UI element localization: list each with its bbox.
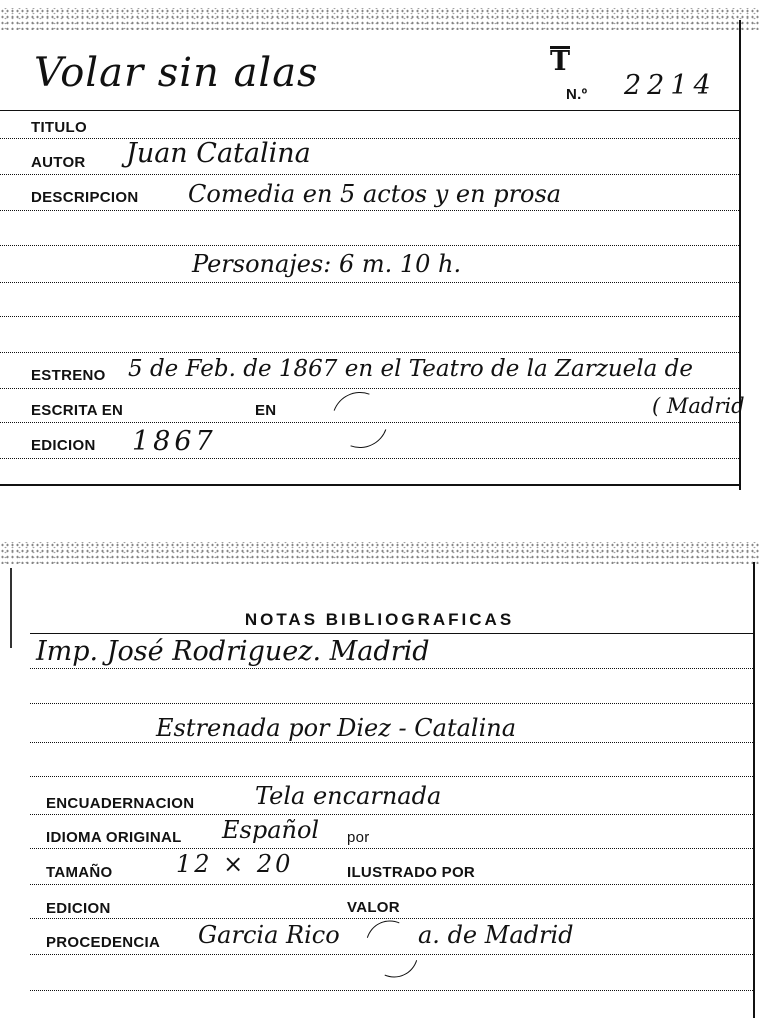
en-label: EN [255, 402, 277, 419]
descripcion-label: DESCRIPCION [31, 189, 139, 206]
rule [30, 742, 753, 743]
card-bottom-left-edge [10, 568, 12, 648]
encuadernacion-value: Tela encarnada [255, 782, 442, 810]
tamano-label: TAMAÑO [46, 864, 113, 881]
card-top-edge-texture [0, 8, 759, 30]
personajes-value: Personajes: 6 m. 10 h. [192, 250, 462, 278]
stamp-circle [323, 383, 397, 457]
titulo-label: TITULO [31, 119, 87, 136]
rule [30, 848, 753, 849]
edicion-value: 1867 [132, 426, 217, 457]
rule [30, 918, 753, 919]
number-label: N.º [566, 86, 588, 103]
estrenada-value: Estrenada por Diez - Catalina [156, 714, 517, 742]
encuadernacion-label: ENCUADERNACION [46, 795, 195, 812]
rule [30, 703, 753, 704]
tamano-value: 12 × 20 [176, 850, 294, 878]
rule [30, 990, 753, 991]
notas-bibliograficas-header: NOTAS BIBLIOGRAFICAS [244, 610, 515, 629]
escrita-en-label: ESCRITA EN [31, 402, 124, 419]
card-bottom-edge-texture [0, 542, 759, 564]
imprenta-value: Imp. José Rodriguez. Madrid [36, 636, 430, 667]
number-value: 2214 [624, 70, 717, 101]
rule [0, 210, 741, 211]
rule [30, 668, 753, 669]
ilustrado-por-label: ILUSTRADO POR [347, 864, 476, 881]
catalog-card-bottom [0, 538, 759, 1028]
rule [0, 388, 741, 389]
estreno-label: ESTRENO [31, 367, 106, 384]
procedencia-label: PROCEDENCIA [46, 934, 161, 951]
estreno-value: 5 de Feb. de 1867 en el Teatro de la Zarzuela de [128, 356, 693, 382]
catalog-card-top [0, 0, 759, 500]
rule [0, 316, 741, 317]
edicion-label: EDICION [46, 900, 111, 917]
rule [30, 954, 753, 955]
por-label: por [347, 829, 370, 846]
card-bottom-right-edge [753, 562, 755, 1018]
idioma-value: Español [222, 816, 320, 844]
rule [0, 138, 741, 139]
procedencia-value: Garcia Rico [198, 921, 340, 949]
number-mark: T [550, 46, 571, 77]
rule [0, 282, 741, 283]
valor-label: VALOR [347, 899, 400, 916]
rule [0, 174, 741, 175]
title-handwritten: Volar sin alas [34, 50, 319, 96]
descripcion-value: Comedia en 5 actos y en prosa [188, 180, 562, 208]
rule [0, 245, 741, 246]
rule [0, 458, 741, 459]
autor-label: AUTOR [31, 154, 86, 171]
rule [0, 422, 741, 423]
rule [0, 352, 741, 353]
card-top-right-edge [739, 20, 741, 490]
procedencia-value-2: a. de Madrid [418, 921, 574, 949]
idioma-original-label: IDIOMA ORIGINAL [46, 829, 182, 846]
rule [0, 110, 741, 111]
edicion-label: EDICION [31, 437, 96, 454]
madrid-value: ( Madrid [652, 394, 745, 418]
rule [30, 633, 753, 634]
card-bottom-edge [0, 484, 741, 486]
rule [30, 884, 753, 885]
rule [30, 776, 753, 777]
autor-value: Juan Catalina [126, 138, 311, 169]
rule [30, 814, 753, 815]
